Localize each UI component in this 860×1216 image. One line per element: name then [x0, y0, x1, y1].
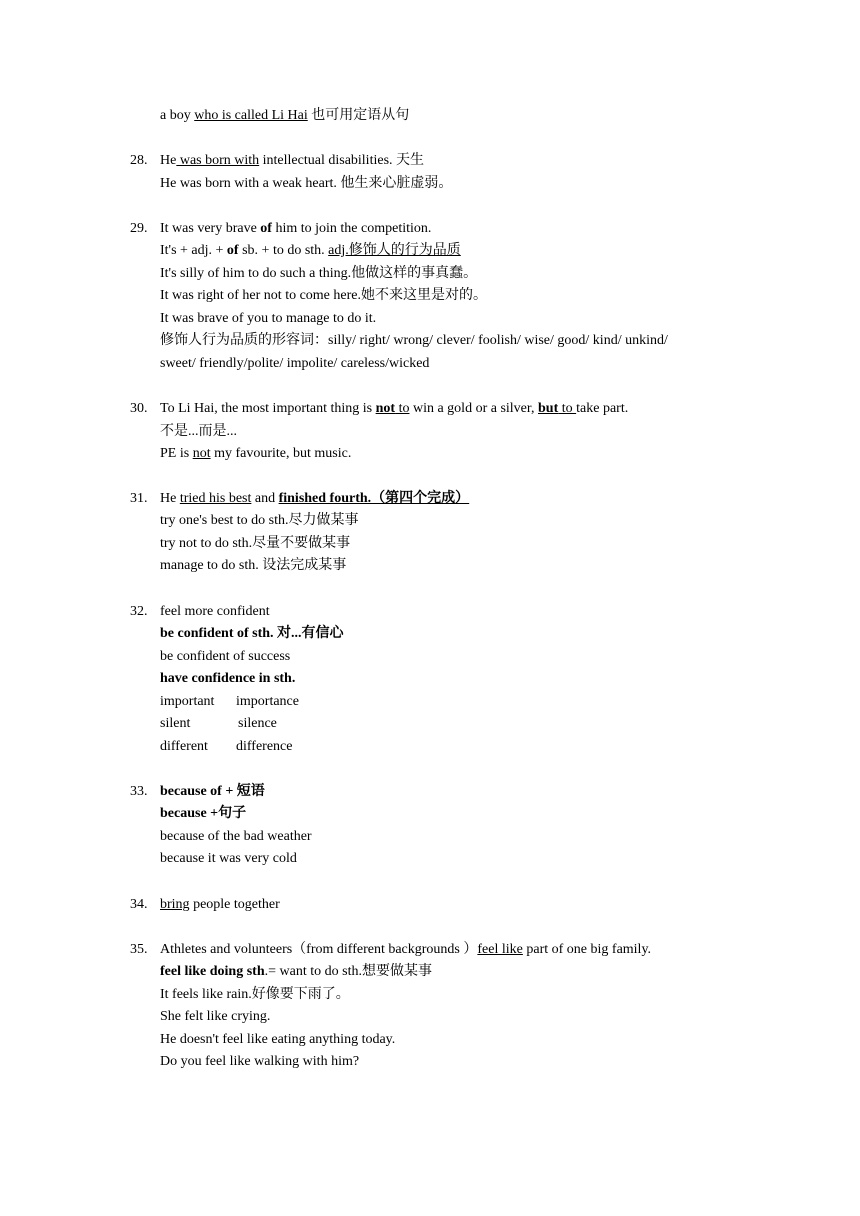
word-adjective: different: [160, 739, 208, 754]
bold-underlined-text: finished fourth.（第四个完成）: [278, 491, 470, 506]
word-adjective: important: [160, 694, 215, 709]
item-33-line-3: because of the bad weather: [160, 829, 312, 844]
item-32-line-3: be confident of success: [160, 649, 291, 664]
item-number-35: 35.: [130, 942, 148, 957]
text: people together: [189, 897, 280, 912]
underlined-text: to: [558, 401, 577, 416]
item-30-line-1: [160, 400, 628, 418]
item-number-32: 32.: [130, 604, 148, 619]
underlined-text: adj.修饰人的行为品质: [328, 243, 461, 258]
item-number-31: 31.: [130, 491, 148, 506]
word-noun: difference: [236, 739, 293, 754]
bold-text: of: [226, 243, 239, 258]
item-33-line-2: because +句子: [160, 806, 247, 821]
item-31-line-3: try not to do sth.尽量不要做某事: [160, 536, 351, 551]
item-29-line-6: 修饰人行为品质的形容词：silly/ right/ wrong/ clever/ foolish/ wise/ good/ kind/ unkind/: [160, 333, 668, 348]
text: PE is: [160, 446, 193, 461]
underlined-text: not: [192, 446, 211, 461]
item-32-line-4: have confidence in sth.: [160, 671, 296, 686]
item-number-28: 28.: [130, 153, 148, 168]
underlined-text: feel like: [477, 942, 523, 957]
item-31-line-1: [160, 490, 469, 508]
item-29-line-3: It's silly of him to do such a thing.他做这样的事真蠢。: [160, 266, 478, 281]
text: To Li Hai, the most important thing is: [160, 401, 376, 416]
underlined-text: to: [395, 401, 410, 416]
text: It's + adj. +: [160, 243, 227, 258]
word-noun: importance: [236, 694, 299, 709]
item-number-29: 29.: [130, 221, 148, 236]
bold-underlined-text: not: [375, 401, 396, 416]
word-pair-row: [160, 715, 277, 733]
item-32-line-1: feel more confident: [160, 604, 270, 619]
underlined-text: was born with: [176, 153, 260, 168]
text: .= want to do sth.想要做某事: [264, 964, 432, 979]
item-29-line-5: It was brave of you to manage to do it.: [160, 311, 377, 326]
text: part of one big family.: [522, 942, 652, 957]
item-number-30: 30.: [130, 401, 148, 416]
bold-text: feel like doing sth: [160, 964, 265, 979]
text: win a gold or a silver,: [409, 401, 538, 416]
text: my favourite, but music.: [210, 446, 352, 461]
intro-line: [160, 107, 409, 125]
item-34-line-1: [160, 896, 280, 914]
item-29-line-1: [160, 220, 431, 238]
item-35-line-4: She felt like crying.: [160, 1009, 271, 1024]
item-35-line-6: Do you feel like walking with him?: [160, 1054, 360, 1069]
item-30-line-3: [160, 445, 351, 463]
text: a boy: [160, 108, 195, 123]
text: him to join the competition.: [271, 221, 432, 236]
text: take part.: [576, 401, 629, 416]
bold-underlined-text: but: [538, 401, 559, 416]
underlined-text: tried his best: [179, 491, 252, 506]
item-31-line-4: manage to do sth. 设法完成某事: [160, 558, 347, 573]
word-noun: silence: [238, 716, 277, 731]
text: Athletes and volunteers（from different backgrounds ）: [160, 942, 478, 957]
item-35-line-1: [160, 941, 651, 959]
item-28-line-1: [160, 152, 424, 170]
word-pair-row: [160, 693, 299, 711]
text: He: [160, 153, 177, 168]
word-pair-row: [160, 738, 293, 756]
item-29-line-7: sweet/ friendly/polite/ impolite/ careless/wicked: [160, 356, 430, 371]
item-35-line-3: It feels like rain.好像要下雨了。: [160, 987, 350, 1002]
underlined-text: who is called Li Hai: [194, 108, 308, 123]
item-number-34: 34.: [130, 897, 148, 912]
item-29-line-4: It was right of her not to come here.她不来这里是对的。: [160, 288, 487, 303]
bold-text: of: [260, 221, 272, 236]
item-35-line-5: He doesn't feel like eating anything today.: [160, 1032, 396, 1047]
item-35-line-2: [160, 963, 432, 981]
item-29-line-2: [160, 242, 461, 260]
text: He: [160, 491, 180, 506]
item-31-line-2: try one's best to do sth.尽力做某事: [160, 513, 359, 528]
item-28-line-2: He was born with a weak heart. 他生来心脏虚弱。: [160, 176, 453, 191]
text: 也可用定语从句: [307, 108, 410, 123]
underlined-text: bring: [160, 897, 190, 912]
item-number-33: 33.: [130, 784, 148, 799]
item-33-line-4: because it was very cold: [160, 851, 297, 866]
text: and: [251, 491, 279, 506]
text: It was very brave: [160, 221, 261, 236]
word-adjective: silent: [160, 716, 191, 731]
item-30-line-2: 不是...而是...: [160, 424, 237, 439]
item-33-line-1: because of + 短语: [160, 784, 265, 799]
text: intellectual disabilities. 天生: [259, 153, 425, 168]
item-32-line-2: be confident of sth. 对...有信心: [160, 626, 344, 641]
text: sb. + to do sth.: [238, 243, 329, 258]
